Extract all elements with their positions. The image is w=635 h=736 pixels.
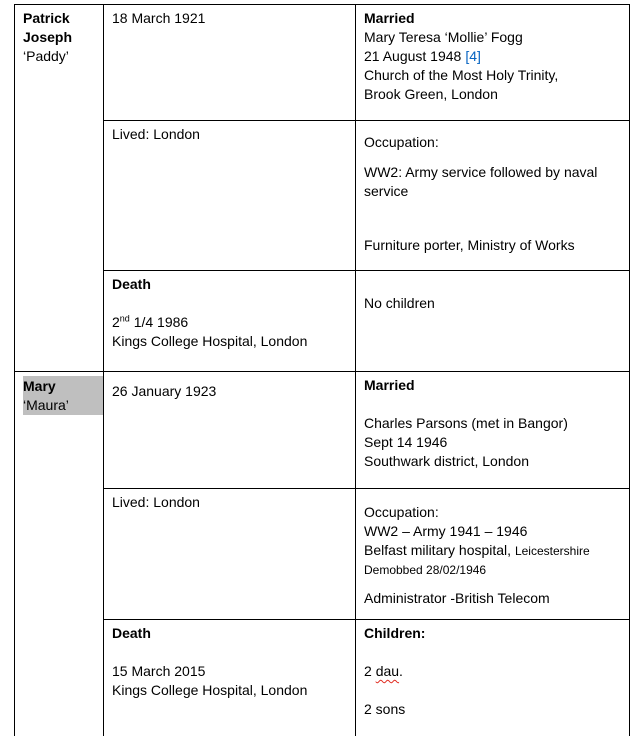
children-cell-mary	[356, 620, 630, 736]
family-table	[14, 4, 630, 736]
gray-highlight	[23, 376, 103, 415]
married-label: Married	[364, 377, 415, 393]
children-cell-patrick	[356, 271, 630, 372]
occupation-hospital-line	[364, 541, 621, 561]
death-date-base: 2	[112, 314, 120, 330]
occupation-hospital: Belfast military hospital,	[364, 542, 512, 558]
children-daughters-word-misspelled: dau	[375, 663, 400, 679]
occupation-job: Administrator -British Telecom	[364, 590, 550, 606]
occupation-label: Occupation:	[364, 134, 439, 150]
blank-line	[112, 294, 347, 313]
table-row-patrick-birth	[15, 5, 630, 121]
person-name: Mary	[23, 378, 56, 394]
person-name-cell-patrick	[15, 5, 104, 372]
married-label: Married	[364, 10, 415, 26]
death-place: Kings College Hospital, London	[112, 682, 308, 698]
children-label: Children:	[364, 625, 426, 641]
table-row-mary-lived	[15, 489, 630, 620]
table-row-patrick-death	[15, 271, 630, 372]
citation-ref-link[interactable]: [4]	[465, 48, 481, 64]
blank-line	[112, 643, 347, 662]
children-daughters-count: 2	[364, 663, 376, 679]
spouse-name: Mary Teresa ‘Mollie’ Fogg	[364, 29, 523, 45]
marriage-date: 21 August 1948	[364, 48, 462, 64]
table-row-patrick-lived	[15, 121, 630, 271]
blank-line	[364, 643, 621, 662]
ordinal-suffix: nd	[119, 313, 130, 324]
occupation-demob: Demobbed 28/02/1946	[364, 563, 487, 577]
marriage-cell-mary	[356, 372, 630, 489]
occupation-label: Occupation:	[364, 504, 439, 520]
occupation-cell-mary	[356, 489, 630, 620]
marriage-place: Southwark district, London	[364, 453, 529, 469]
birth-cell-mary	[104, 372, 356, 489]
occupation-job: Furniture porter, Ministry of Works	[364, 237, 575, 253]
children-note: No children	[364, 295, 435, 311]
document-page	[0, 4, 635, 736]
death-date: 15 March 2015	[112, 663, 206, 679]
occupation-hospital-region: Leicestershire	[514, 544, 590, 558]
birth-cell-patrick	[104, 5, 356, 121]
marriage-date: Sept 14 1946	[364, 434, 448, 450]
lived-text: Lived: London	[112, 494, 200, 510]
death-date-rest: 1/4 1986	[129, 314, 189, 330]
marriage-place: Brook Green, London	[364, 86, 498, 102]
death-cell-mary	[104, 620, 356, 736]
death-label: Death	[112, 625, 151, 641]
marriage-church: Church of the Most Holy Trinity,	[364, 67, 559, 83]
person-nickname: ‘Paddy’	[23, 48, 69, 64]
blank-line	[364, 395, 621, 414]
person-name: Patrick Joseph	[23, 10, 73, 45]
marriage-cell-patrick	[356, 5, 630, 121]
death-date-line	[112, 313, 347, 332]
blank-line	[364, 681, 621, 700]
table-row-mary-birth	[15, 372, 630, 489]
occupation-cell-patrick	[356, 121, 630, 271]
death-label: Death	[112, 276, 151, 292]
lived-cell-mary	[104, 489, 356, 620]
occupation-service: WW2 – Army 1941 – 1946	[364, 523, 528, 539]
spouse-name: Charles Parsons (met in Bangor)	[364, 415, 568, 431]
table-row-mary-death	[15, 620, 630, 736]
death-place: Kings College Hospital, London	[112, 333, 308, 349]
death-cell-patrick	[104, 271, 356, 372]
person-name-cell-mary	[15, 372, 104, 736]
birth-date: 18 March 1921	[112, 10, 206, 26]
children-sons-line: 2 sons	[364, 701, 406, 717]
marriage-date-line	[364, 47, 621, 66]
children-daughters-period: .	[399, 663, 403, 679]
birth-date: 26 January 1923	[112, 383, 217, 399]
lived-cell-patrick	[104, 121, 356, 271]
occupation-service: WW2: Army service followed by naval service	[364, 164, 598, 199]
lived-text: Lived: London	[112, 126, 200, 142]
children-daughters-line	[364, 662, 621, 681]
person-nickname: ‘Maura’	[23, 397, 69, 413]
